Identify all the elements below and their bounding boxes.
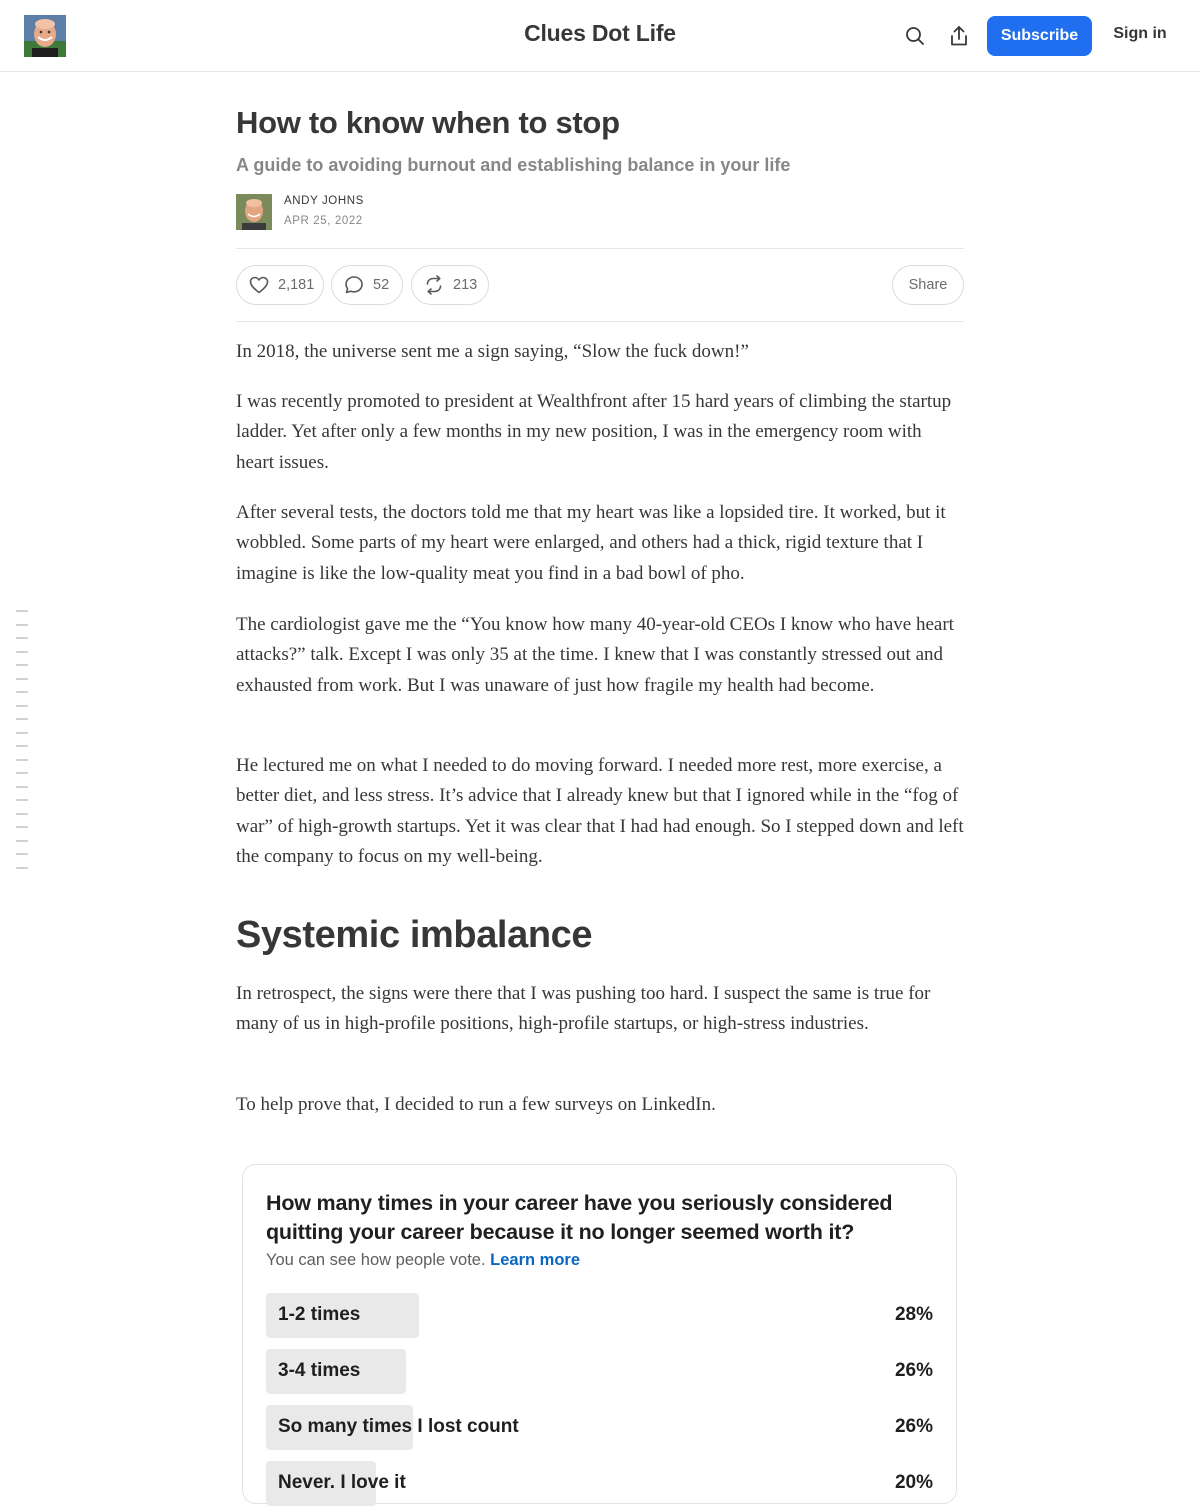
poll-option-label: 1-2 times [278,1304,361,1325]
paragraph: In retrospect, the signs were there that I was pushing too hard. I suspect the same is true for many of us in high-profile positions, high-profile startups, or high-stress industries. [236,983,931,1035]
share-post-button[interactable]: Share [892,265,964,305]
paragraph: In 2018, the universe sent me a sign saying, “Slow the fuck down!” [236,341,749,362]
poll-note [266,1251,580,1270]
paragraph: To help prove that, I decided to run a few surveys on LinkedIn. [236,1094,716,1115]
paragraph: The cardiologist gave me the “You know how many 40-year-old CEOs I know who have heart attacks?” talk. Except I was only 35 at the time. I knew that I was constantly stressed out and exhausted from work. But I was unaware of just how fragile my health had become. [236,614,954,696]
learn-more-link[interactable]: Learn more [490,1251,581,1269]
sign-in-link[interactable]: Sign in [1113,25,1167,42]
paragraph: After several tests, the doctors told me that my heart was like a lopsided tire. It worked, but it wobbled. Some parts of my heart were enlarged, and others had a thick, rigid texture that I imagine is like the low-quality meat you find in a bad bowl of pho. [236,502,946,584]
restack-icon [424,275,444,295]
poll-option [266,1293,933,1338]
divider [236,248,964,249]
poll-option-label: So many times I lost count [278,1416,519,1437]
poll-option-label: Never. I love it [278,1472,406,1493]
top-navigation-bar [0,0,1200,72]
restack-button[interactable] [411,265,489,305]
post-title: How to know when to stop [236,105,620,140]
section-heading: Systemic imbalance [236,914,593,956]
post-date: APR 25, 2022 [284,215,363,227]
subscribe-button[interactable]: Subscribe [987,16,1092,56]
comment-bubble-icon [344,275,364,295]
poll-option-percent: 28% [894,1304,933,1325]
poll-option-percent: 20% [894,1472,933,1493]
poll-option-percent: 26% [894,1416,933,1437]
linkedin-poll-image[interactable] [242,1164,957,1504]
poll-option-percent: 26% [894,1360,933,1381]
poll-question: How many times in your career have you seriously considered quitting your career because it no longer seemed worth it? [266,1191,893,1244]
search-icon [905,26,925,46]
restack-count: 213 [453,277,478,293]
author-photo-icon [24,15,66,57]
poll-note-text: You can see how people vote. [266,1251,486,1269]
share-button[interactable] [947,24,971,48]
author-name[interactable]: ANDY JOHNS [284,195,364,207]
comment-button[interactable] [331,265,403,305]
share-upload-icon [949,25,969,47]
author-avatar[interactable] [236,194,272,230]
post-subtitle: A guide to avoiding burnout and establishing balance in your life [236,155,791,175]
like-count: 2,181 [278,277,315,293]
comment-count: 52 [373,277,390,293]
search-button[interactable] [903,24,927,48]
divider [236,321,964,322]
heart-icon [249,276,269,294]
publication-title[interactable]: Clues Dot Life [524,20,676,46]
poll-option [266,1405,933,1450]
paragraph: I was recently promoted to president at Wealthfront after 15 hard years of climbing the startup ladder. Yet after only a few months in my new position, I was in the emergency room with heart issues. [236,391,952,473]
publication-logo[interactable] [24,15,66,57]
table-of-contents-ticks[interactable] [16,610,28,880]
poll-option-label: 3-4 times [278,1360,361,1381]
avatar-icon [236,194,272,230]
paragraph: He lectured me on what I needed to do moving forward. I needed more rest, more exercise, a better diet, and less stress. It’s advice that I already knew but that I ignored while in the “fog of war” of high-growth startups. Yet it was clear that I had had enough. So I stepped down and left the company to focus on my well-being. [236,755,964,868]
poll-option [266,1461,933,1506]
like-button[interactable] [236,265,324,305]
poll-option [266,1349,933,1394]
